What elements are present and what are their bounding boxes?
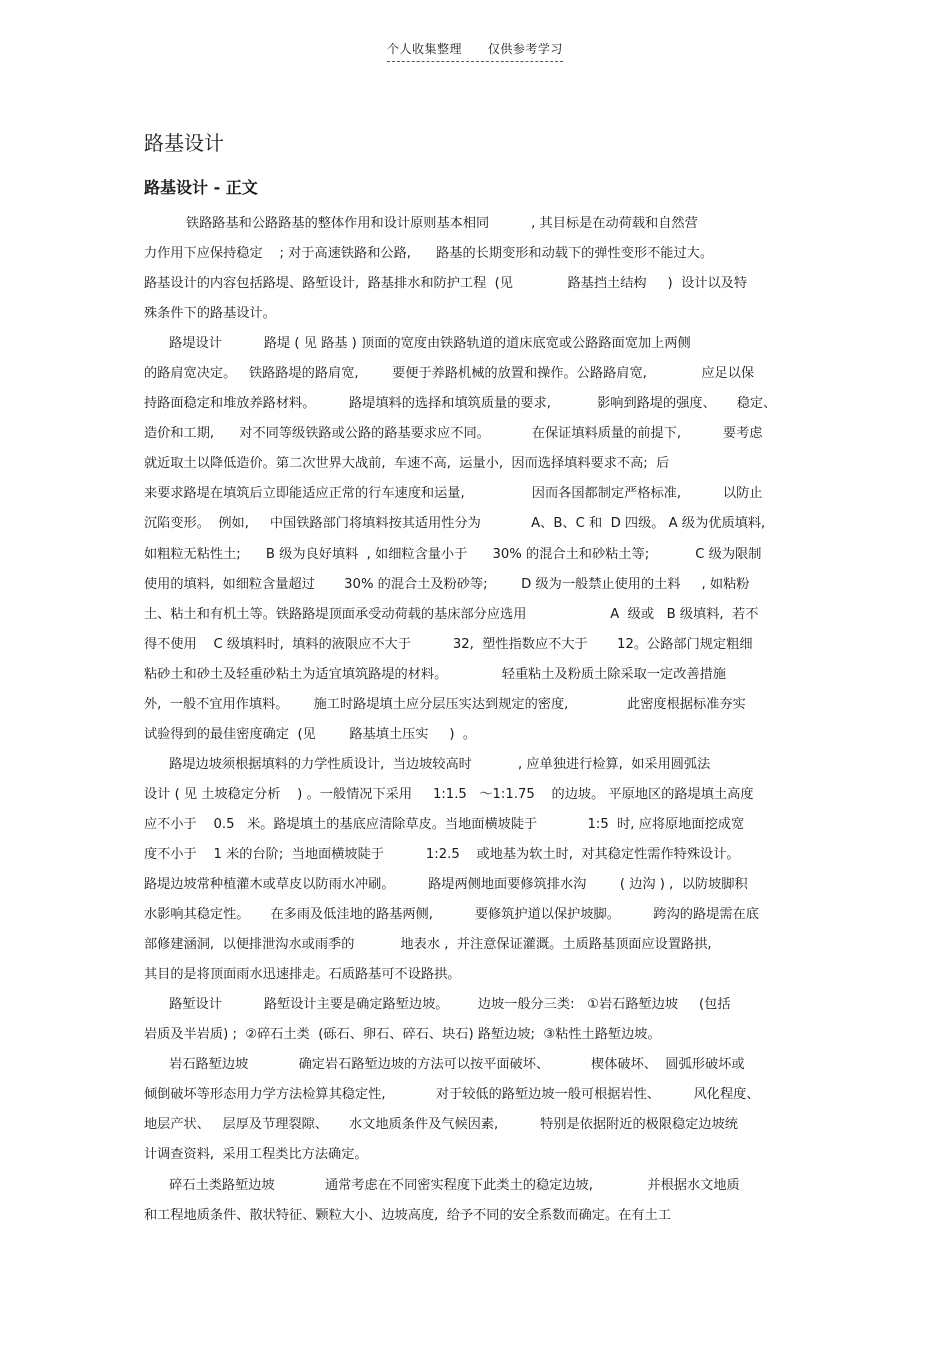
text-line: 岩质及半岩质) ; ②碎石土类 (砾石、卵石、碎石、块石) 路堑边坡; ③粘性土路堑边坡。	[144, 1027, 661, 1043]
text-line: 倾倒破坏等形态用力学方法检算其稳定性, 对于较低的路堑边坡一般可根据岩性、 风化程度、	[144, 1087, 760, 1103]
page-header	[0, 40, 950, 62]
text-line: 和工程地质条件、散状特征、颗粒大小、边坡高度, 给予不同的安全系数而确定。在有土工	[144, 1207, 671, 1223]
text-line: 如粗粒无粘性土; B 级为良好填料 , 如细粒含量小于 30% 的混合土和砂粘土等; C 级为限制	[144, 546, 762, 562]
text-line: 土、粘土和有机土等。铁路路堤顶面承受动荷载的基床部分应选用 A 级或 B 级填料, 若不	[144, 606, 759, 622]
text-line: 粘砂土和砂土及轻重砂粘土为适宜填筑路堤的材料。 轻重粘土及粉质土除采取一定改善措施	[144, 666, 726, 682]
text-line: 的路肩宽决定。 铁路路堤的路肩宽, 要便于养路机械的放置和操作。公路路肩宽, 应足以保	[144, 366, 755, 382]
text-line: 部修建涵洞, 以便排泄沟水或雨季的 地表水 , 并注意保证灌溉。土质路基顶面应设置路拱,	[144, 937, 712, 953]
text-line: 应不小于 0.5 米。路堤填土的基底应清除草皮。当地面横坡陡于 1:5 时, 应将原地面挖成宽	[144, 816, 745, 832]
text-line: 路堑设计 路堑设计主要是确定路堑边坡。 边坡一般分三类: ①岩石路堑边坡 (包括	[144, 997, 731, 1013]
text-line: 路堤设计 路堤 ( 见 路基 ) 顶面的宽度由铁路轨道的道床底宽或公路路面宽加上两侧	[144, 336, 691, 352]
document-subtitle: 路基设计 - 正文	[144, 178, 258, 197]
text-line: 路堤边坡须根据填料的力学性质设计, 当边坡较高时 , 应单独进行检算, 如采用圆弧法	[144, 756, 711, 772]
text-line: 造价和工期, 对不同等级铁路或公路的路基要求应不同。 在保证填料质量的前提下, 要考虑	[144, 426, 763, 442]
text-line: 使用的填料, 如细粒含量超过 30% 的混合土及粉砂等; D 级为一般禁止使用的土料 , 如粘粉	[144, 576, 750, 592]
text-line: 持路面稳定和堆放养路材料。 路堤填料的选择和填筑质量的要求, 影响到路堤的强度、 稳定、	[144, 396, 777, 412]
text-line: 力作用下应保持稳定 ; 对于高速铁路和公路, 路基的长期变形和动载下的弹性变形不能过大。	[144, 246, 714, 262]
text-line: 计调查资料, 采用工程类比方法确定。	[144, 1147, 368, 1163]
text-line: 路堤边坡常种植灌木或草皮以防雨水冲刷。 路堤两侧地面要修筑排水沟 ( 边沟 ) , 以防坡脚积	[144, 877, 748, 893]
text-line: 其目的是将顶面雨水迅速排走。石质路基可不设路拱。	[144, 967, 461, 983]
text-line: 地层产状、 层厚及节理裂隙、 水文地质条件及气候因素, 特别是依据附近的极限稳定边坡统	[144, 1117, 738, 1133]
header-text: 个人收集整理 仅供参考学习	[387, 40, 563, 62]
text-line: 得不使用 C 级填料时, 填料的液限应不大于 32, 塑性指数应不大于 12。公路部门规定粗细	[144, 636, 753, 652]
text-line: 就近取土以降低造价。第二次世界大战前, 车速不高, 运量小, 因而选择填料要求不高; 后	[144, 456, 670, 472]
text-line: 碎石土类路堑边坡 通常考虑在不同密实程度下此类土的稳定边坡, 并根据水文地质	[144, 1177, 740, 1193]
document-title: 路基设计	[144, 131, 224, 155]
text-line: 外, 一般不宜用作填料。 施工时路堤填土应分层压实达到规定的密度, 此密度根据标准夯实	[144, 696, 746, 712]
text-line: 路基设计的内容包括路堤、路堑设计, 路基排水和防护工程 (见 路基挡土结构 ) 设计以及特	[144, 276, 748, 292]
text-line: 水影响其稳定性。 在多雨及低洼地的路基两侧, 要修筑护道以保护坡脚。 跨沟的路堤需在底	[144, 907, 759, 923]
text-line: 沉陷变形。 例如, 中国铁路部门将填料按其适用性分为 A、B、C 和 D 四级。 A 级为优质填料,	[144, 516, 766, 532]
text-line: 设计 ( 见 土坡稳定分析 ) 。一般情况下采用 1:1.5 ～1:1.75 的边坡。 平原地区的路堤填土高度	[144, 786, 754, 802]
text-line: 岩石路堑边坡 确定岩石路堑边坡的方法可以按平面破坏、 楔体破坏、 圆弧形破坏或	[144, 1057, 745, 1073]
text-line: 试验得到的最佳密度确定 (见 路基填土压实 ) 。	[144, 726, 477, 742]
text-line: 铁路路基和公路路基的整体作用和设计原则基本相同 , 其目标是在动荷载和自然营	[144, 216, 698, 231]
text-line: 殊条件下的路基设计。	[144, 306, 276, 322]
body-text	[144, 209, 824, 1231]
text-line: 度不小于 1 米的台阶; 当地面横坡陡于 1:2.5 或地基为软土时, 对其稳定性需作特殊设计。	[144, 846, 740, 862]
text-line: 来要求路堤在填筑后立即能适应正常的行车速度和运量, 因而各国都制定严格标准, 以防止	[144, 486, 763, 502]
